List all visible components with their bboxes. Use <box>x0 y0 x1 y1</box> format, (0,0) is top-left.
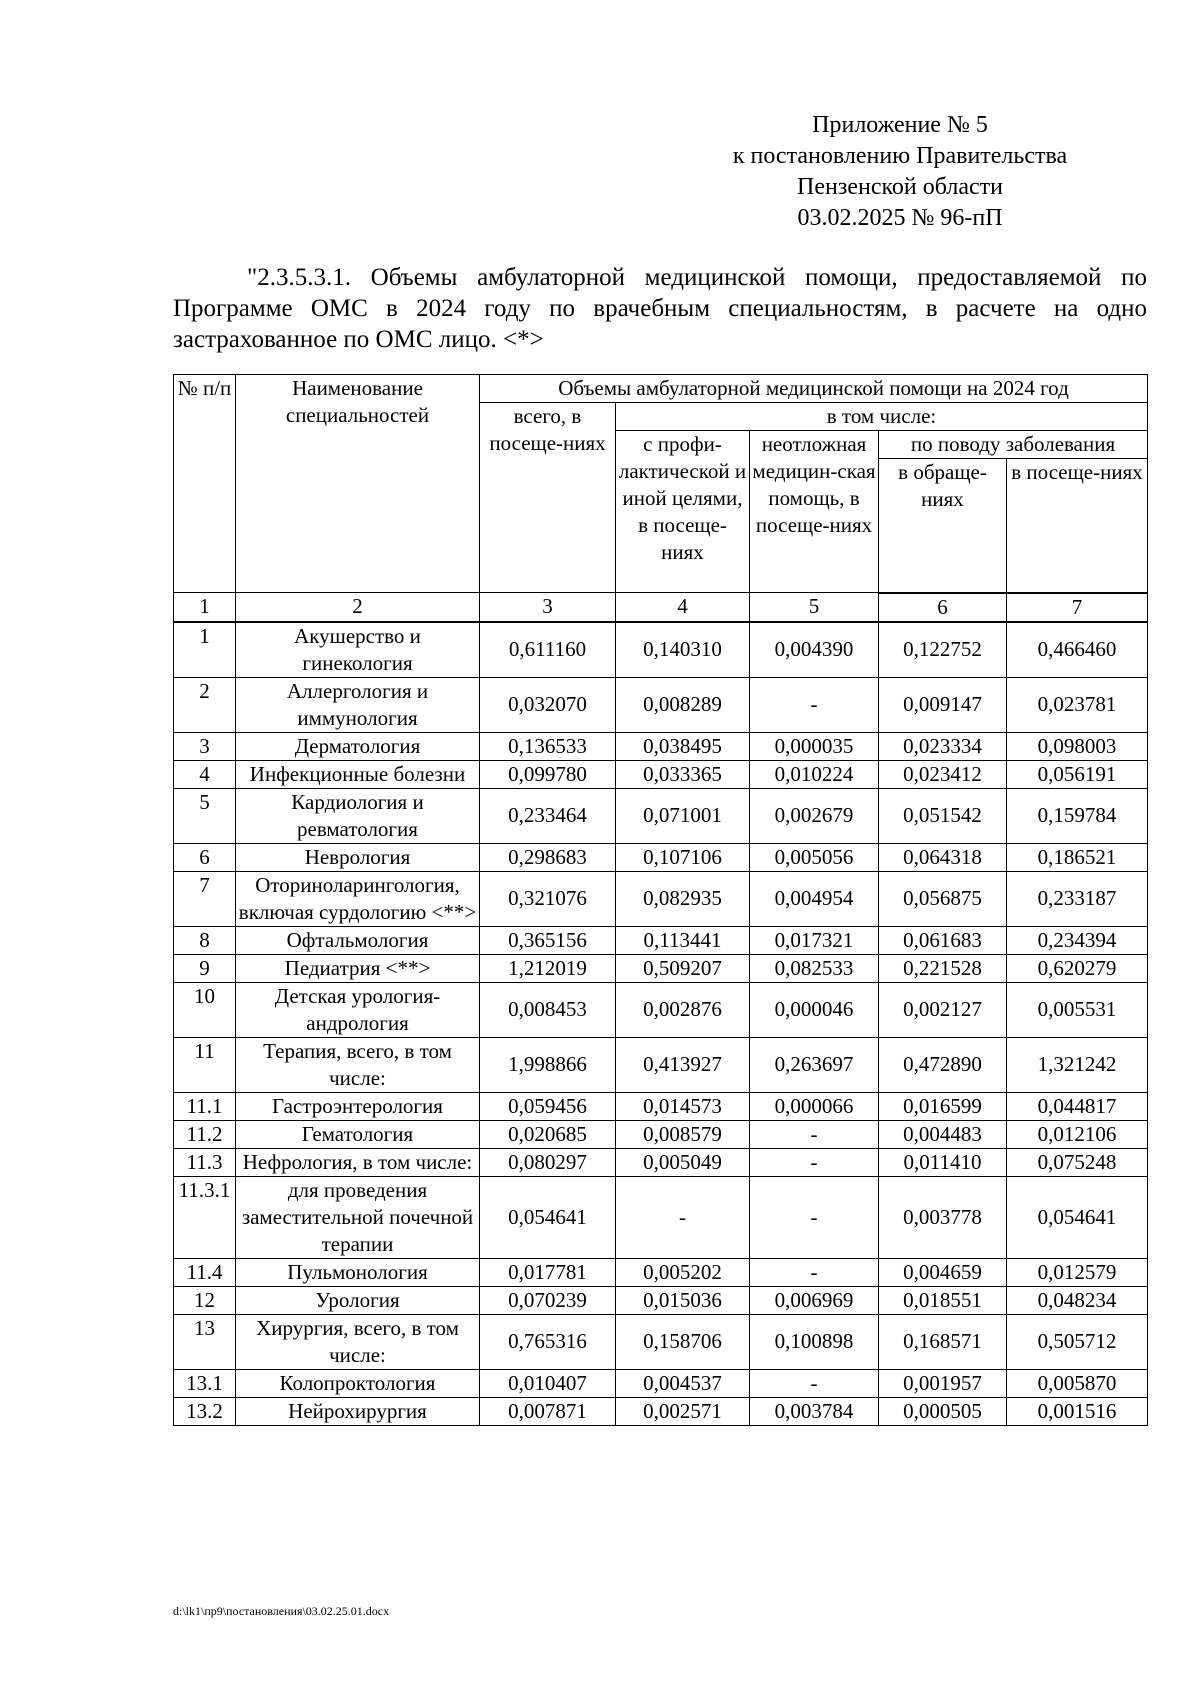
specialty-name: Детская урология-андрология <box>236 982 480 1037</box>
specialty-name: Педиатрия <**> <box>236 954 480 982</box>
urgent-visits: - <box>750 677 879 732</box>
urgent-visits: 0,003784 <box>750 1397 879 1425</box>
disease-visits: 0,620279 <box>1007 954 1148 982</box>
disease-appeals: 0,051542 <box>879 788 1007 843</box>
appendix-date-number: 03.02.2025 № 96-пП <box>797 205 1003 231</box>
preventive-visits: - <box>616 1176 750 1258</box>
table-row <box>174 926 1148 954</box>
total-visits: 0,008453 <box>480 982 616 1037</box>
urgent-visits: 0,082533 <box>750 954 879 982</box>
total-visits: 0,054641 <box>480 1176 616 1258</box>
urgent-visits: 0,000046 <box>750 982 879 1037</box>
urgent-visits: 0,002679 <box>750 788 879 843</box>
disease-visits: 0,001516 <box>1007 1397 1148 1425</box>
disease-visits: 0,159784 <box>1007 788 1148 843</box>
urgent-visits: 0,000066 <box>750 1092 879 1120</box>
urgent-visits: 0,263697 <box>750 1037 879 1092</box>
disease-appeals: 0,004659 <box>879 1258 1007 1286</box>
preventive-visits: 0,113441 <box>616 926 750 954</box>
preventive-visits: 0,038495 <box>616 732 750 760</box>
table-row <box>174 1148 1148 1176</box>
specialty-name: Офтальмология <box>236 926 480 954</box>
specialty-name: Оториноларингология, включая сурдологию <**> <box>236 871 480 926</box>
specialty-name: Дерматология <box>236 732 480 760</box>
disease-appeals: 0,002127 <box>879 982 1007 1037</box>
disease-visits: 0,233187 <box>1007 871 1148 926</box>
disease-visits: 1,321242 <box>1007 1037 1148 1092</box>
table-row <box>174 1037 1148 1092</box>
disease-appeals: 0,001957 <box>879 1369 1007 1397</box>
row-number: 13.1 <box>174 1369 236 1397</box>
disease-appeals: 0,064318 <box>879 843 1007 871</box>
total-visits: 0,080297 <box>480 1148 616 1176</box>
row-number: 8 <box>174 926 236 954</box>
table-row <box>174 788 1148 843</box>
total-visits: 0,070239 <box>480 1286 616 1314</box>
urgent-visits: 0,000035 <box>750 732 879 760</box>
row-number: 11.1 <box>174 1092 236 1120</box>
row-number: 4 <box>174 760 236 788</box>
column-number: 2 <box>236 593 480 622</box>
disease-appeals: 0,023334 <box>879 732 1007 760</box>
preventive-visits: 0,509207 <box>616 954 750 982</box>
disease-appeals: 0,221528 <box>879 954 1007 982</box>
table-row <box>174 1258 1148 1286</box>
disease-appeals: 0,004483 <box>879 1120 1007 1148</box>
section-intro-text: "2.3.5.3.1. Объемы амбулаторной медицинской помощи, предоставляемой по Программе ОМС в 2024 году по врачебным специальностям, в расчете на одно застрахованное по ОМС лицо. <*> <box>173 264 1147 353</box>
preventive-visits: 0,014573 <box>616 1092 750 1120</box>
appendix-ref-line: к постановлению Правительства <box>732 143 1068 169</box>
volumes-table-wrapper <box>173 374 1148 1426</box>
specialty-name: Терапия, всего, в том числе: <box>236 1037 480 1092</box>
disease-appeals: 0,003778 <box>879 1176 1007 1258</box>
disease-visits: 0,075248 <box>1007 1148 1148 1176</box>
total-visits: 1,998866 <box>480 1037 616 1092</box>
column-number: 7 <box>1007 593 1148 622</box>
disease-appeals: 0,000505 <box>879 1397 1007 1425</box>
header-name: Наименование специальностей <box>236 375 480 593</box>
section-intro <box>173 262 1147 355</box>
total-visits: 0,765316 <box>480 1314 616 1369</box>
row-number: 7 <box>174 871 236 926</box>
table-row <box>174 1286 1148 1314</box>
column-number: 5 <box>750 593 879 622</box>
volumes-table <box>173 374 1148 1426</box>
preventive-visits: 0,008289 <box>616 677 750 732</box>
row-number: 11.2 <box>174 1120 236 1148</box>
specialty-name: Неврология <box>236 843 480 871</box>
urgent-visits: 0,100898 <box>750 1314 879 1369</box>
row-number: 11.4 <box>174 1258 236 1286</box>
table-row <box>174 871 1148 926</box>
disease-visits: 0,048234 <box>1007 1286 1148 1314</box>
preventive-visits: 0,158706 <box>616 1314 750 1369</box>
specialty-name: Нейрохирургия <box>236 1397 480 1425</box>
disease-visits: 0,505712 <box>1007 1314 1148 1369</box>
specialty-name: Акушерство и гинекология <box>236 622 480 678</box>
table-row <box>174 1314 1148 1369</box>
header-num: № п/п <box>174 375 236 593</box>
header-including: в том числе: <box>616 403 1148 431</box>
urgent-visits: 0,004390 <box>750 622 879 678</box>
total-visits: 0,321076 <box>480 871 616 926</box>
table-row <box>174 982 1148 1037</box>
table-row <box>174 622 1148 678</box>
column-number: 6 <box>879 593 1007 622</box>
table-row <box>174 1120 1148 1148</box>
row-number: 3 <box>174 732 236 760</box>
disease-visits: 0,044817 <box>1007 1092 1148 1120</box>
urgent-visits: 0,006969 <box>750 1286 879 1314</box>
table-body <box>174 593 1148 1426</box>
urgent-visits: - <box>750 1148 879 1176</box>
disease-appeals: 0,009147 <box>879 677 1007 732</box>
row-number: 9 <box>174 954 236 982</box>
specialty-name: Аллергология и иммунология <box>236 677 480 732</box>
preventive-visits: 0,005202 <box>616 1258 750 1286</box>
row-number: 11.3.1 <box>174 1176 236 1258</box>
appendix-region-line: Пензенской области <box>797 174 1003 200</box>
total-visits: 0,059456 <box>480 1092 616 1120</box>
header-total: всего, в посеще-ниях <box>480 403 616 593</box>
total-visits: 0,010407 <box>480 1369 616 1397</box>
row-number: 10 <box>174 982 236 1037</box>
urgent-visits: 0,004954 <box>750 871 879 926</box>
disease-visits: 0,005870 <box>1007 1369 1148 1397</box>
table-row <box>174 760 1148 788</box>
specialty-name: Пульмонология <box>236 1258 480 1286</box>
specialty-name: Гастроэнтерология <box>236 1092 480 1120</box>
table-row <box>174 1092 1148 1120</box>
disease-appeals: 0,472890 <box>879 1037 1007 1092</box>
urgent-visits: - <box>750 1258 879 1286</box>
disease-visits: 0,005531 <box>1007 982 1148 1037</box>
specialty-name: Колопроктология <box>236 1369 480 1397</box>
preventive-visits: 0,004537 <box>616 1369 750 1397</box>
row-number: 5 <box>174 788 236 843</box>
preventive-visits: 0,413927 <box>616 1037 750 1092</box>
disease-appeals: 0,056875 <box>879 871 1007 926</box>
disease-visits: 0,056191 <box>1007 760 1148 788</box>
row-number: 11 <box>174 1037 236 1092</box>
total-visits: 0,233464 <box>480 788 616 843</box>
disease-visits: 0,098003 <box>1007 732 1148 760</box>
urgent-visits: 0,005056 <box>750 843 879 871</box>
header-appeals: в обраще-ниях <box>879 459 1007 593</box>
disease-appeals: 0,018551 <box>879 1286 1007 1314</box>
urgent-visits: - <box>750 1369 879 1397</box>
disease-appeals: 0,122752 <box>879 622 1007 678</box>
total-visits: 0,017781 <box>480 1258 616 1286</box>
disease-visits: 0,012106 <box>1007 1120 1148 1148</box>
disease-appeals: 0,061683 <box>879 926 1007 954</box>
specialty-name: Гематология <box>236 1120 480 1148</box>
row-number: 13.2 <box>174 1397 236 1425</box>
preventive-visits: 0,005049 <box>616 1148 750 1176</box>
preventive-visits: 0,140310 <box>616 622 750 678</box>
disease-visits: 0,023781 <box>1007 677 1148 732</box>
total-visits: 0,020685 <box>480 1120 616 1148</box>
specialty-name: для проведения заместительной почечной терапии <box>236 1176 480 1258</box>
total-visits: 0,298683 <box>480 843 616 871</box>
preventive-visits: 0,033365 <box>616 760 750 788</box>
appendix-title: Приложение № 5 <box>812 112 988 138</box>
header-group: Объемы амбулаторной медицинской помощи на 2024 год <box>480 375 1148 403</box>
total-visits: 0,365156 <box>480 926 616 954</box>
disease-visits: 0,054641 <box>1007 1176 1148 1258</box>
disease-visits: 0,012579 <box>1007 1258 1148 1286</box>
total-visits: 1,212019 <box>480 954 616 982</box>
preventive-visits: 0,082935 <box>616 871 750 926</box>
specialty-name: Нефрология, в том числе: <box>236 1148 480 1176</box>
file-path-footer: d:\lk1\пр9\постановления\03.02.25.01.docx <box>173 1604 390 1618</box>
specialty-name: Урология <box>236 1286 480 1314</box>
header-prof: с профи-лактической и иной целями, в посеще-ниях <box>616 431 750 593</box>
total-visits: 0,007871 <box>480 1397 616 1425</box>
preventive-visits: 0,002571 <box>616 1397 750 1425</box>
header-urgent: неотложная медицин-ская помощь, в посеще-ниях <box>750 431 879 593</box>
table-row <box>174 1369 1148 1397</box>
table-row <box>174 1397 1148 1425</box>
table-row <box>174 1176 1148 1258</box>
total-visits: 0,032070 <box>480 677 616 732</box>
column-number: 1 <box>174 593 236 622</box>
disease-appeals: 0,168571 <box>879 1314 1007 1369</box>
preventive-visits: 0,008579 <box>616 1120 750 1148</box>
row-number: 1 <box>174 622 236 678</box>
row-number: 11.3 <box>174 1148 236 1176</box>
urgent-visits: - <box>750 1176 879 1258</box>
disease-visits: 0,466460 <box>1007 622 1148 678</box>
preventive-visits: 0,107106 <box>616 843 750 871</box>
urgent-visits: 0,010224 <box>750 760 879 788</box>
appendix-heading <box>660 110 1140 234</box>
specialty-name: Кардиология и ревматология <box>236 788 480 843</box>
table-row <box>174 677 1148 732</box>
row-number: 12 <box>174 1286 236 1314</box>
disease-visits: 0,234394 <box>1007 926 1148 954</box>
column-number: 3 <box>480 593 616 622</box>
preventive-visits: 0,015036 <box>616 1286 750 1314</box>
table-row <box>174 843 1148 871</box>
column-number: 4 <box>616 593 750 622</box>
row-number: 13 <box>174 1314 236 1369</box>
row-number: 2 <box>174 677 236 732</box>
table-row <box>174 954 1148 982</box>
preventive-visits: 0,071001 <box>616 788 750 843</box>
total-visits: 0,099780 <box>480 760 616 788</box>
disease-appeals: 0,011410 <box>879 1148 1007 1176</box>
urgent-visits: 0,017321 <box>750 926 879 954</box>
specialty-name: Хирургия, всего, в том числе: <box>236 1314 480 1369</box>
specialty-name: Инфекционные болезни <box>236 760 480 788</box>
preventive-visits: 0,002876 <box>616 982 750 1037</box>
header-disease: по поводу заболевания <box>879 431 1148 459</box>
total-visits: 0,136533 <box>480 732 616 760</box>
disease-appeals: 0,023412 <box>879 760 1007 788</box>
urgent-visits: - <box>750 1120 879 1148</box>
table-row <box>174 732 1148 760</box>
column-number-row <box>174 593 1148 622</box>
row-number: 6 <box>174 843 236 871</box>
disease-visits: 0,186521 <box>1007 843 1148 871</box>
header-visits: в посеще-ниях <box>1007 459 1148 593</box>
total-visits: 0,611160 <box>480 622 616 678</box>
disease-appeals: 0,016599 <box>879 1092 1007 1120</box>
